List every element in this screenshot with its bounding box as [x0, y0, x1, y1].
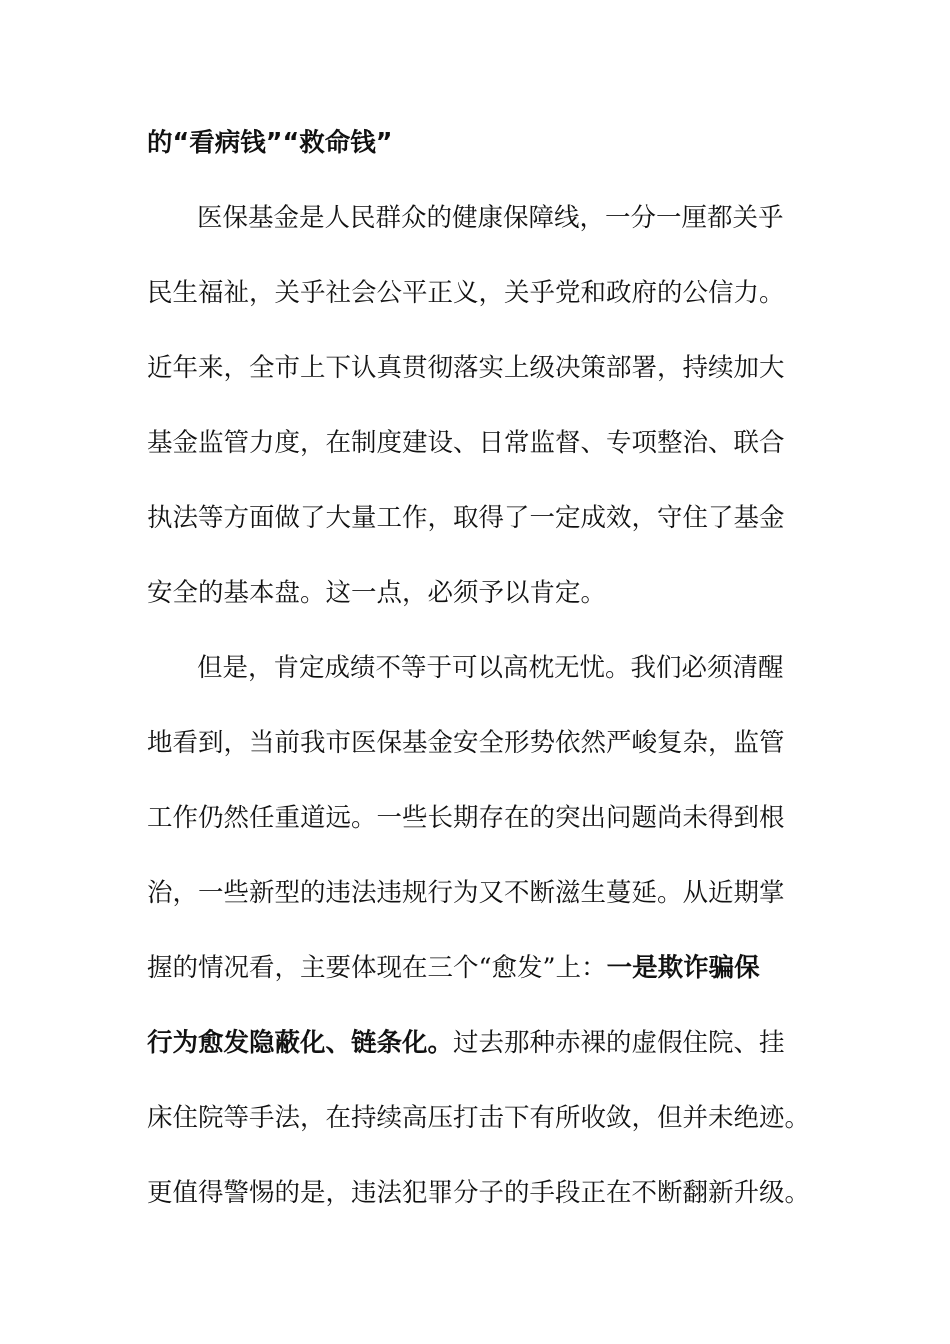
bold-text-segment: 行为愈发隐蔽化、链条化。: [147, 1028, 454, 1058]
text-segment: 床住院等手法，在持续高压打击下有所收敛，但并未绝迹。: [147, 1103, 811, 1133]
paragraph-line: [147, 723, 785, 763]
text-segment: 基金监管力度，在制度建设、日常监督、专项整治、联合: [147, 428, 785, 458]
paragraph-line: [147, 1098, 810, 1138]
text-segment: 安全的基本盘。这一点，必须予以肯定。: [147, 578, 607, 608]
bold-text-segment: 一是欺诈骗保: [606, 953, 760, 983]
paragraph-line: [147, 498, 785, 538]
text-segment: 更值得警惕的是，违法犯罪分子的手段正在不断翻新升级。: [147, 1178, 811, 1208]
paragraph-line: [147, 948, 760, 988]
text-segment: 民生福祉，关乎社会公平正义，关乎党和政府的公信力。: [147, 278, 785, 308]
text-segment: 执法等方面做了大量工作，取得了一定成效，守住了基金: [147, 503, 785, 533]
text-segment: 工作仍然任重道远。一些长期存在的突出问题尚未得到根: [147, 803, 785, 833]
text-segment: 但是，肯定成绩不等于可以高枕无忧。我们必须清醒: [197, 653, 784, 683]
text-segment: 地看到，当前我市医保基金安全形势依然严峻复杂，监管: [147, 728, 785, 758]
text-segment: 握的情况看，主要体现在三个“愈发”上：: [147, 953, 607, 983]
paragraph-line: [147, 798, 785, 838]
text-segment: 过去那种赤裸的虚假住院、挂: [453, 1028, 785, 1058]
text-segment: 近年来，全市上下认真贯彻落实上级决策部署，持续加大: [147, 353, 785, 383]
paragraph-line: [197, 198, 784, 238]
paragraph-line: [197, 648, 784, 688]
text-segment: 治，一些新型的违法违规行为又不断滋生蔓延。从近期掌: [147, 878, 785, 908]
paragraph-line: [147, 1023, 785, 1063]
paragraph-heading-line: [147, 123, 393, 163]
paragraph-line: [147, 1173, 810, 1213]
paragraph-line: [147, 273, 785, 313]
paragraph-line: [147, 573, 606, 613]
text-segment: 的“看病钱”“救命钱”: [147, 128, 393, 158]
paragraph-line: [147, 348, 785, 388]
paragraph-line: [147, 423, 785, 463]
text-segment: 医保基金是人民群众的健康保障线，一分一厘都关乎: [197, 203, 784, 233]
paragraph-line: [147, 873, 785, 913]
